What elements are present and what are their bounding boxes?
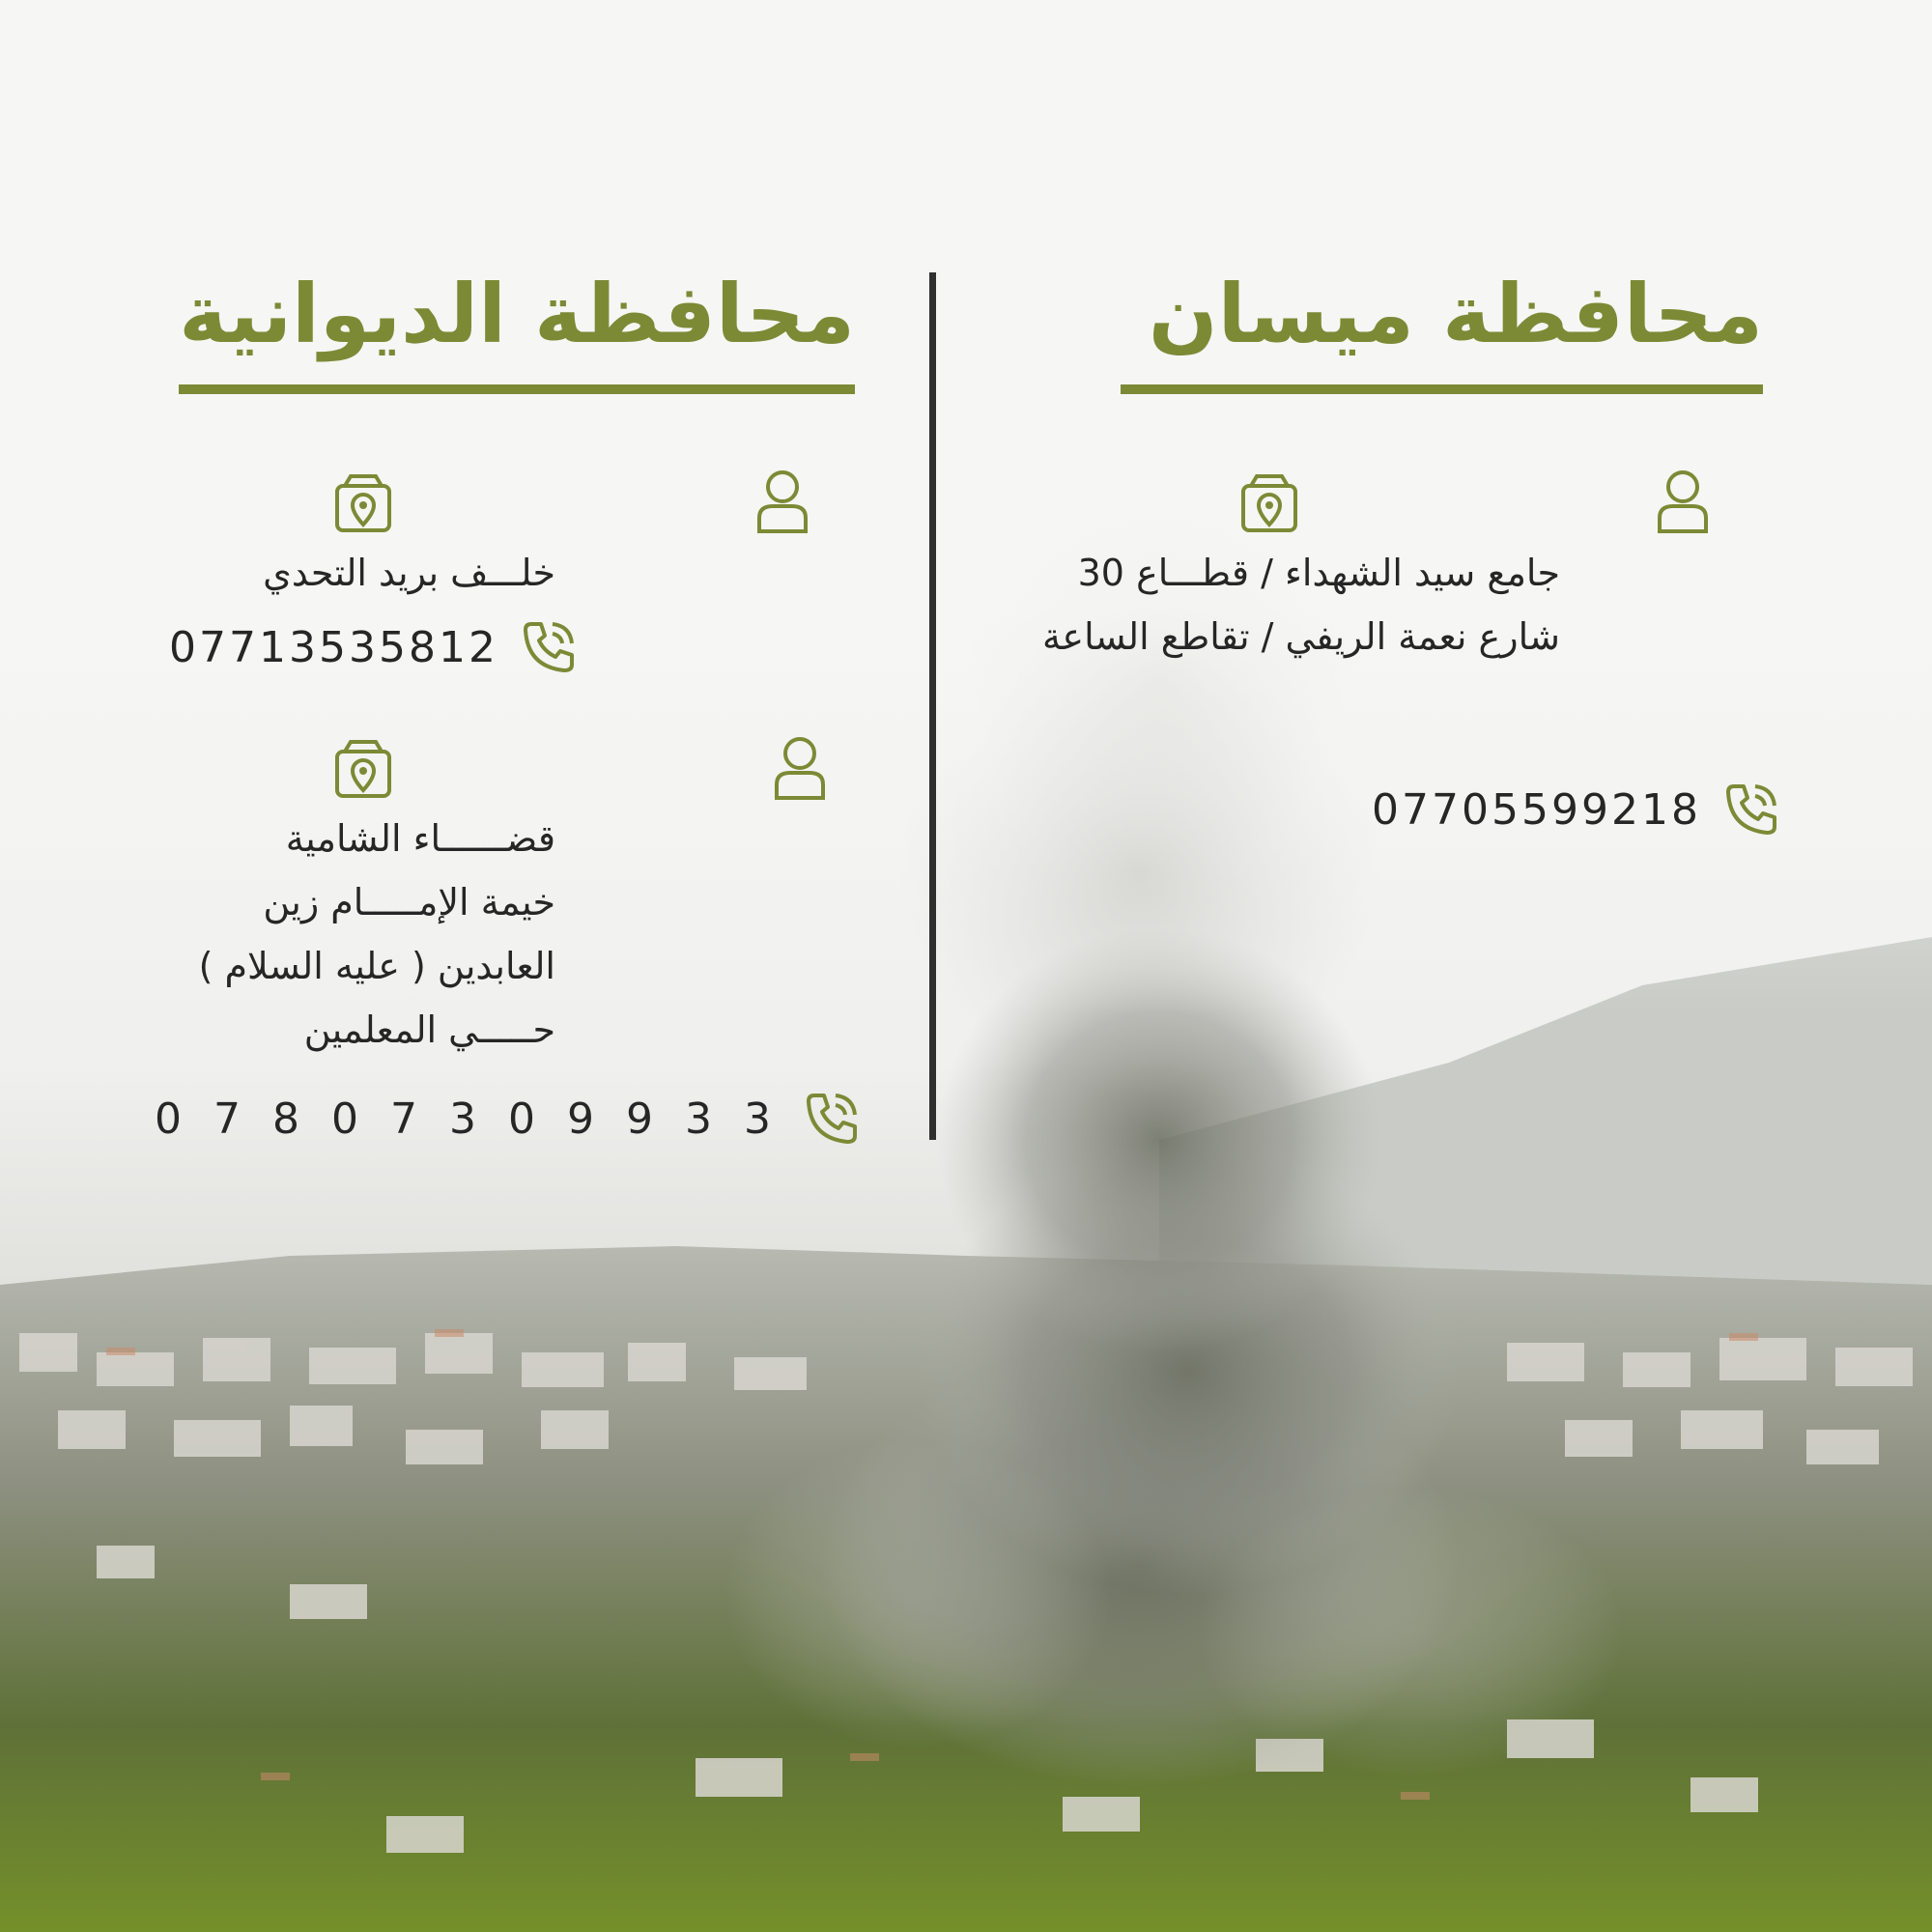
contact-address-line: جامع سيد الشهداء / قطـــاع 30 — [1077, 552, 1560, 594]
contact-address-line: حـــــي المعلمين — [303, 1009, 555, 1051]
map-pin-icon — [333, 472, 393, 536]
map-pin-icon — [333, 738, 393, 802]
column-divider — [929, 272, 936, 1140]
contact-phone[interactable]: 07713535812 — [169, 622, 498, 672]
maysan-section — [1121, 261, 1763, 394]
diwaniya-title: محافظة الديوانية — [179, 267, 855, 361]
phone-icon — [803, 1090, 861, 1148]
contact-address-line: شارع نعمة الريفي / تقاطع الساعة — [1042, 615, 1560, 658]
diwaniya-section — [179, 261, 855, 394]
contact-address-line: خيمة الإمـــــام زين — [263, 881, 555, 923]
diwaniya-title-underline — [179, 384, 855, 394]
phone-icon — [1722, 781, 1780, 838]
person-icon — [1654, 468, 1712, 535]
contact-address-line: العابدين ( عليه السلام ) — [198, 945, 555, 987]
person-icon — [753, 468, 811, 535]
maysan-title-underline — [1121, 384, 1763, 394]
contact-address-line: خلـــف بريد التحدي — [263, 552, 555, 594]
person-icon — [771, 734, 829, 802]
phone-icon — [520, 618, 578, 676]
map-pin-icon — [1239, 472, 1299, 536]
contact-phone[interactable]: 07705599218 — [1372, 784, 1701, 835]
contact-address-line: قضــــــاء الشامية — [285, 817, 555, 860]
contact-phone[interactable]: 07807309933 — [155, 1094, 803, 1144]
maysan-title: محافظة ميسان — [1148, 267, 1763, 361]
